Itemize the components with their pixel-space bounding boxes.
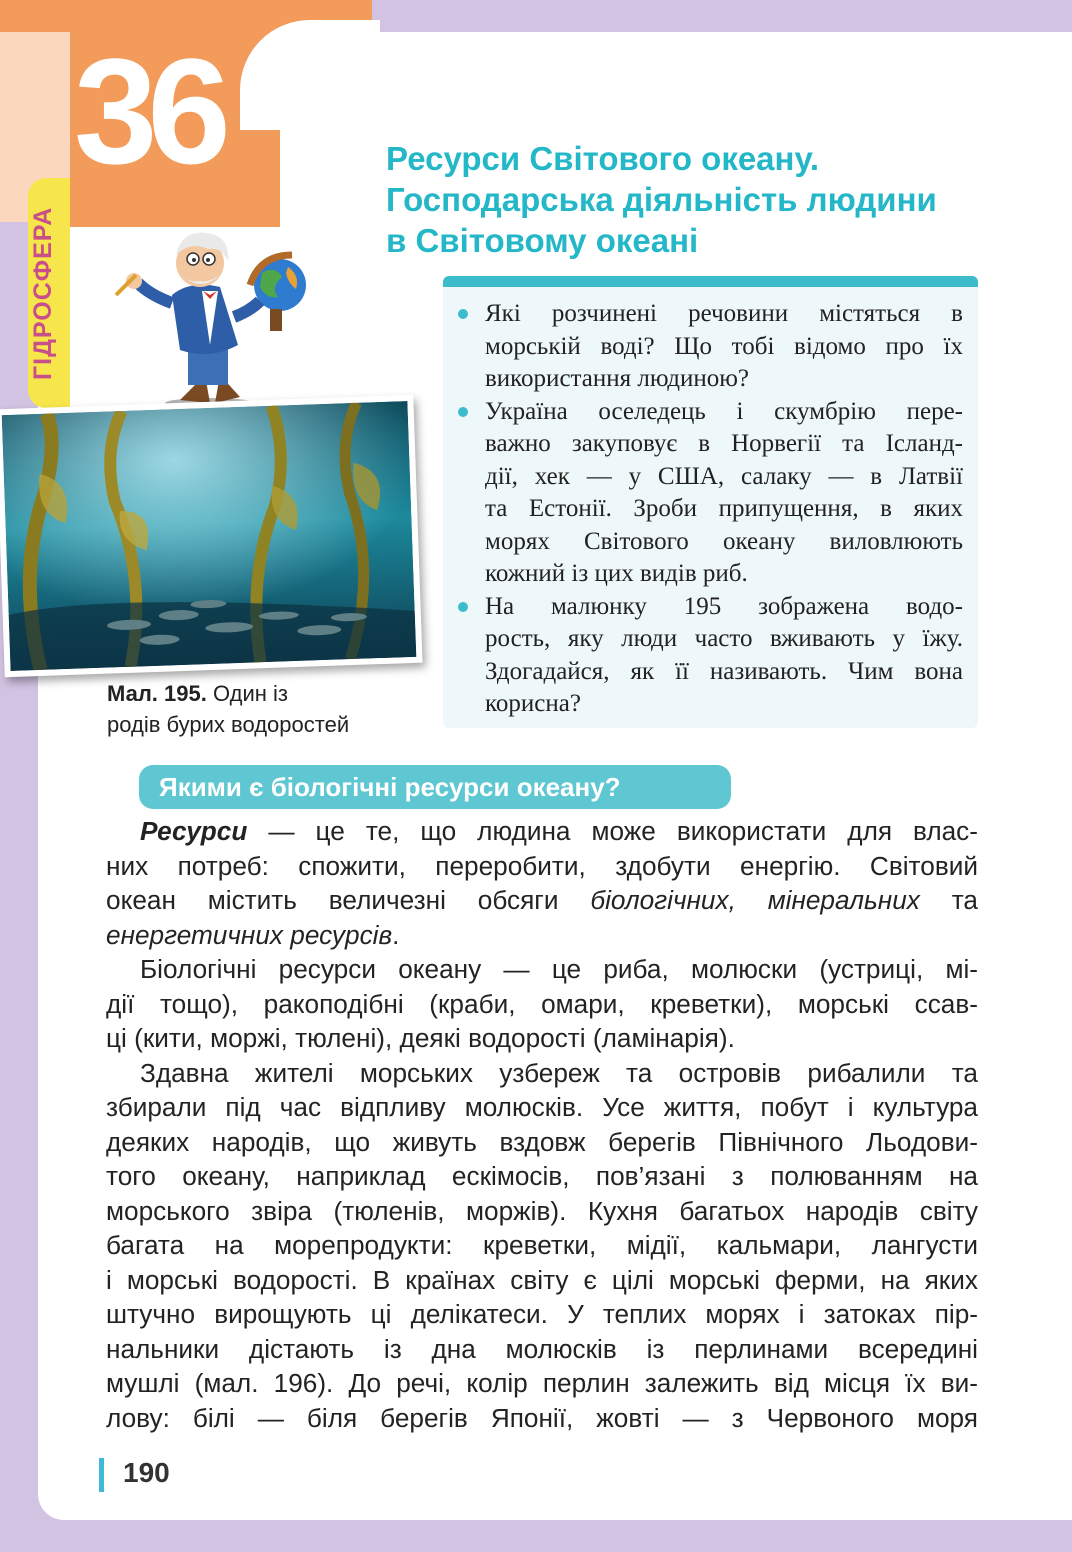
body-line: деяких народів, що живуть вздовж берегів Північного Льодови- xyxy=(106,1126,978,1157)
body-line: Біологічні ресурси океану — це риба, молюски (устриці, мі- xyxy=(140,954,978,984)
kelp-forest-photo xyxy=(2,401,417,671)
figure-195-caption xyxy=(107,678,349,740)
section-heading: Якими є біологічні ресурси океану? xyxy=(139,765,731,809)
body-line: ці (кити, моржі, тюлені), деякі водорості (ламінарія). xyxy=(106,1023,735,1053)
body-line: штучно вирощують ці делікатеси. У теплих морях і затоках пір- xyxy=(106,1299,978,1329)
question-line: дії, хек — у США, салаку — в Латвії xyxy=(485,462,963,490)
professor-illustration xyxy=(110,225,320,410)
body-text xyxy=(106,814,978,1435)
question-line: Україна оселедець і скумбрію пере- xyxy=(485,397,963,425)
question-item xyxy=(443,591,963,721)
body-line: лову: білі — біля берегів Японії, жовті — з Червоного моря xyxy=(106,1402,978,1433)
question-item xyxy=(443,298,963,396)
figure-caption-label: Мал. 195. xyxy=(107,681,207,706)
questions-list xyxy=(443,298,963,721)
body-line: багата на морепродукти: креветки, мідії, кальмари, лангусти xyxy=(106,1230,978,1260)
body-line: морського звіра (тюленів, моржів). Кухня багатьох народів світу xyxy=(106,1195,978,1226)
lesson-title-line: в Світовому океані xyxy=(386,222,699,259)
lesson-title xyxy=(386,138,1006,261)
question-line: рость, яку люди часто вживають у їжу. xyxy=(485,625,963,652)
figure-caption-text: Один із xyxy=(206,681,288,706)
body-line: Ресурси — це те, що людина може використати для влас- xyxy=(140,816,978,846)
body-line: мушлі (мал. 196). До речі, колір перлин залежить від місця їх ви- xyxy=(106,1368,978,1398)
page-number: 190 xyxy=(123,1457,170,1488)
body-line: Здавна жителі морських узбереж та островів рибалили та xyxy=(140,1057,978,1088)
body-line: енергетичних ресурсів. xyxy=(106,919,400,950)
section-side-tab-label: ГІДРОСФЕРА xyxy=(29,206,57,380)
body-line: збирали під час відпливу молюсків. Усе життя, побут і культура xyxy=(106,1092,978,1122)
question-line: На малюнку 195 зображена водо- xyxy=(485,592,963,620)
lesson-number: 36 xyxy=(74,27,221,195)
figure-caption-text: родів бурих водоростей xyxy=(107,712,350,737)
question-item xyxy=(443,396,963,591)
body-line: дії тощо), ракоподібні (краби, омари, креветки), морські ссав- xyxy=(106,988,978,1019)
question-line: морській воді? Що тобі відомо про їх xyxy=(485,332,963,360)
body-line: того океану, наприклад ескімосів, пов’язані з полюванням на xyxy=(106,1161,978,1191)
question-line: Здогадайся, як її називають. Чим вона xyxy=(485,657,963,685)
body-line: і морські водорості. В країнах світу є цілі морські ферми, на яких xyxy=(106,1264,978,1295)
term-resources: Ресурси xyxy=(140,816,248,846)
figure-195-frame xyxy=(0,395,423,677)
question-line: важно закуповує в Норвегії та Ісланд- xyxy=(485,430,963,457)
question-line: Які розчинені речовини містяться в xyxy=(485,300,963,327)
page-number-marker xyxy=(99,1458,104,1492)
question-line: морях Світового океану виловлюють xyxy=(485,527,963,555)
lesson-title-line: Ресурси Світового океану. xyxy=(386,140,820,177)
question-line: використання людиною? xyxy=(485,365,750,392)
question-line: кожний із цих видів риб. xyxy=(485,560,748,587)
lesson-title-line: Господарська діяльність людини xyxy=(386,181,937,218)
body-line: нальники дістають із дна молюсків із перлинами всередині xyxy=(106,1333,978,1364)
questions-box-top-bar xyxy=(443,276,978,287)
body-line: них потреб: спожити, переробити, здобути енергію. Світовий xyxy=(106,850,978,881)
question-line: та Естонії. Зроби припущення, в яких xyxy=(485,495,963,522)
body-line: океан містить величезні обсяги біологічних, мінеральних та xyxy=(106,885,979,915)
question-line: корисна? xyxy=(485,690,581,717)
